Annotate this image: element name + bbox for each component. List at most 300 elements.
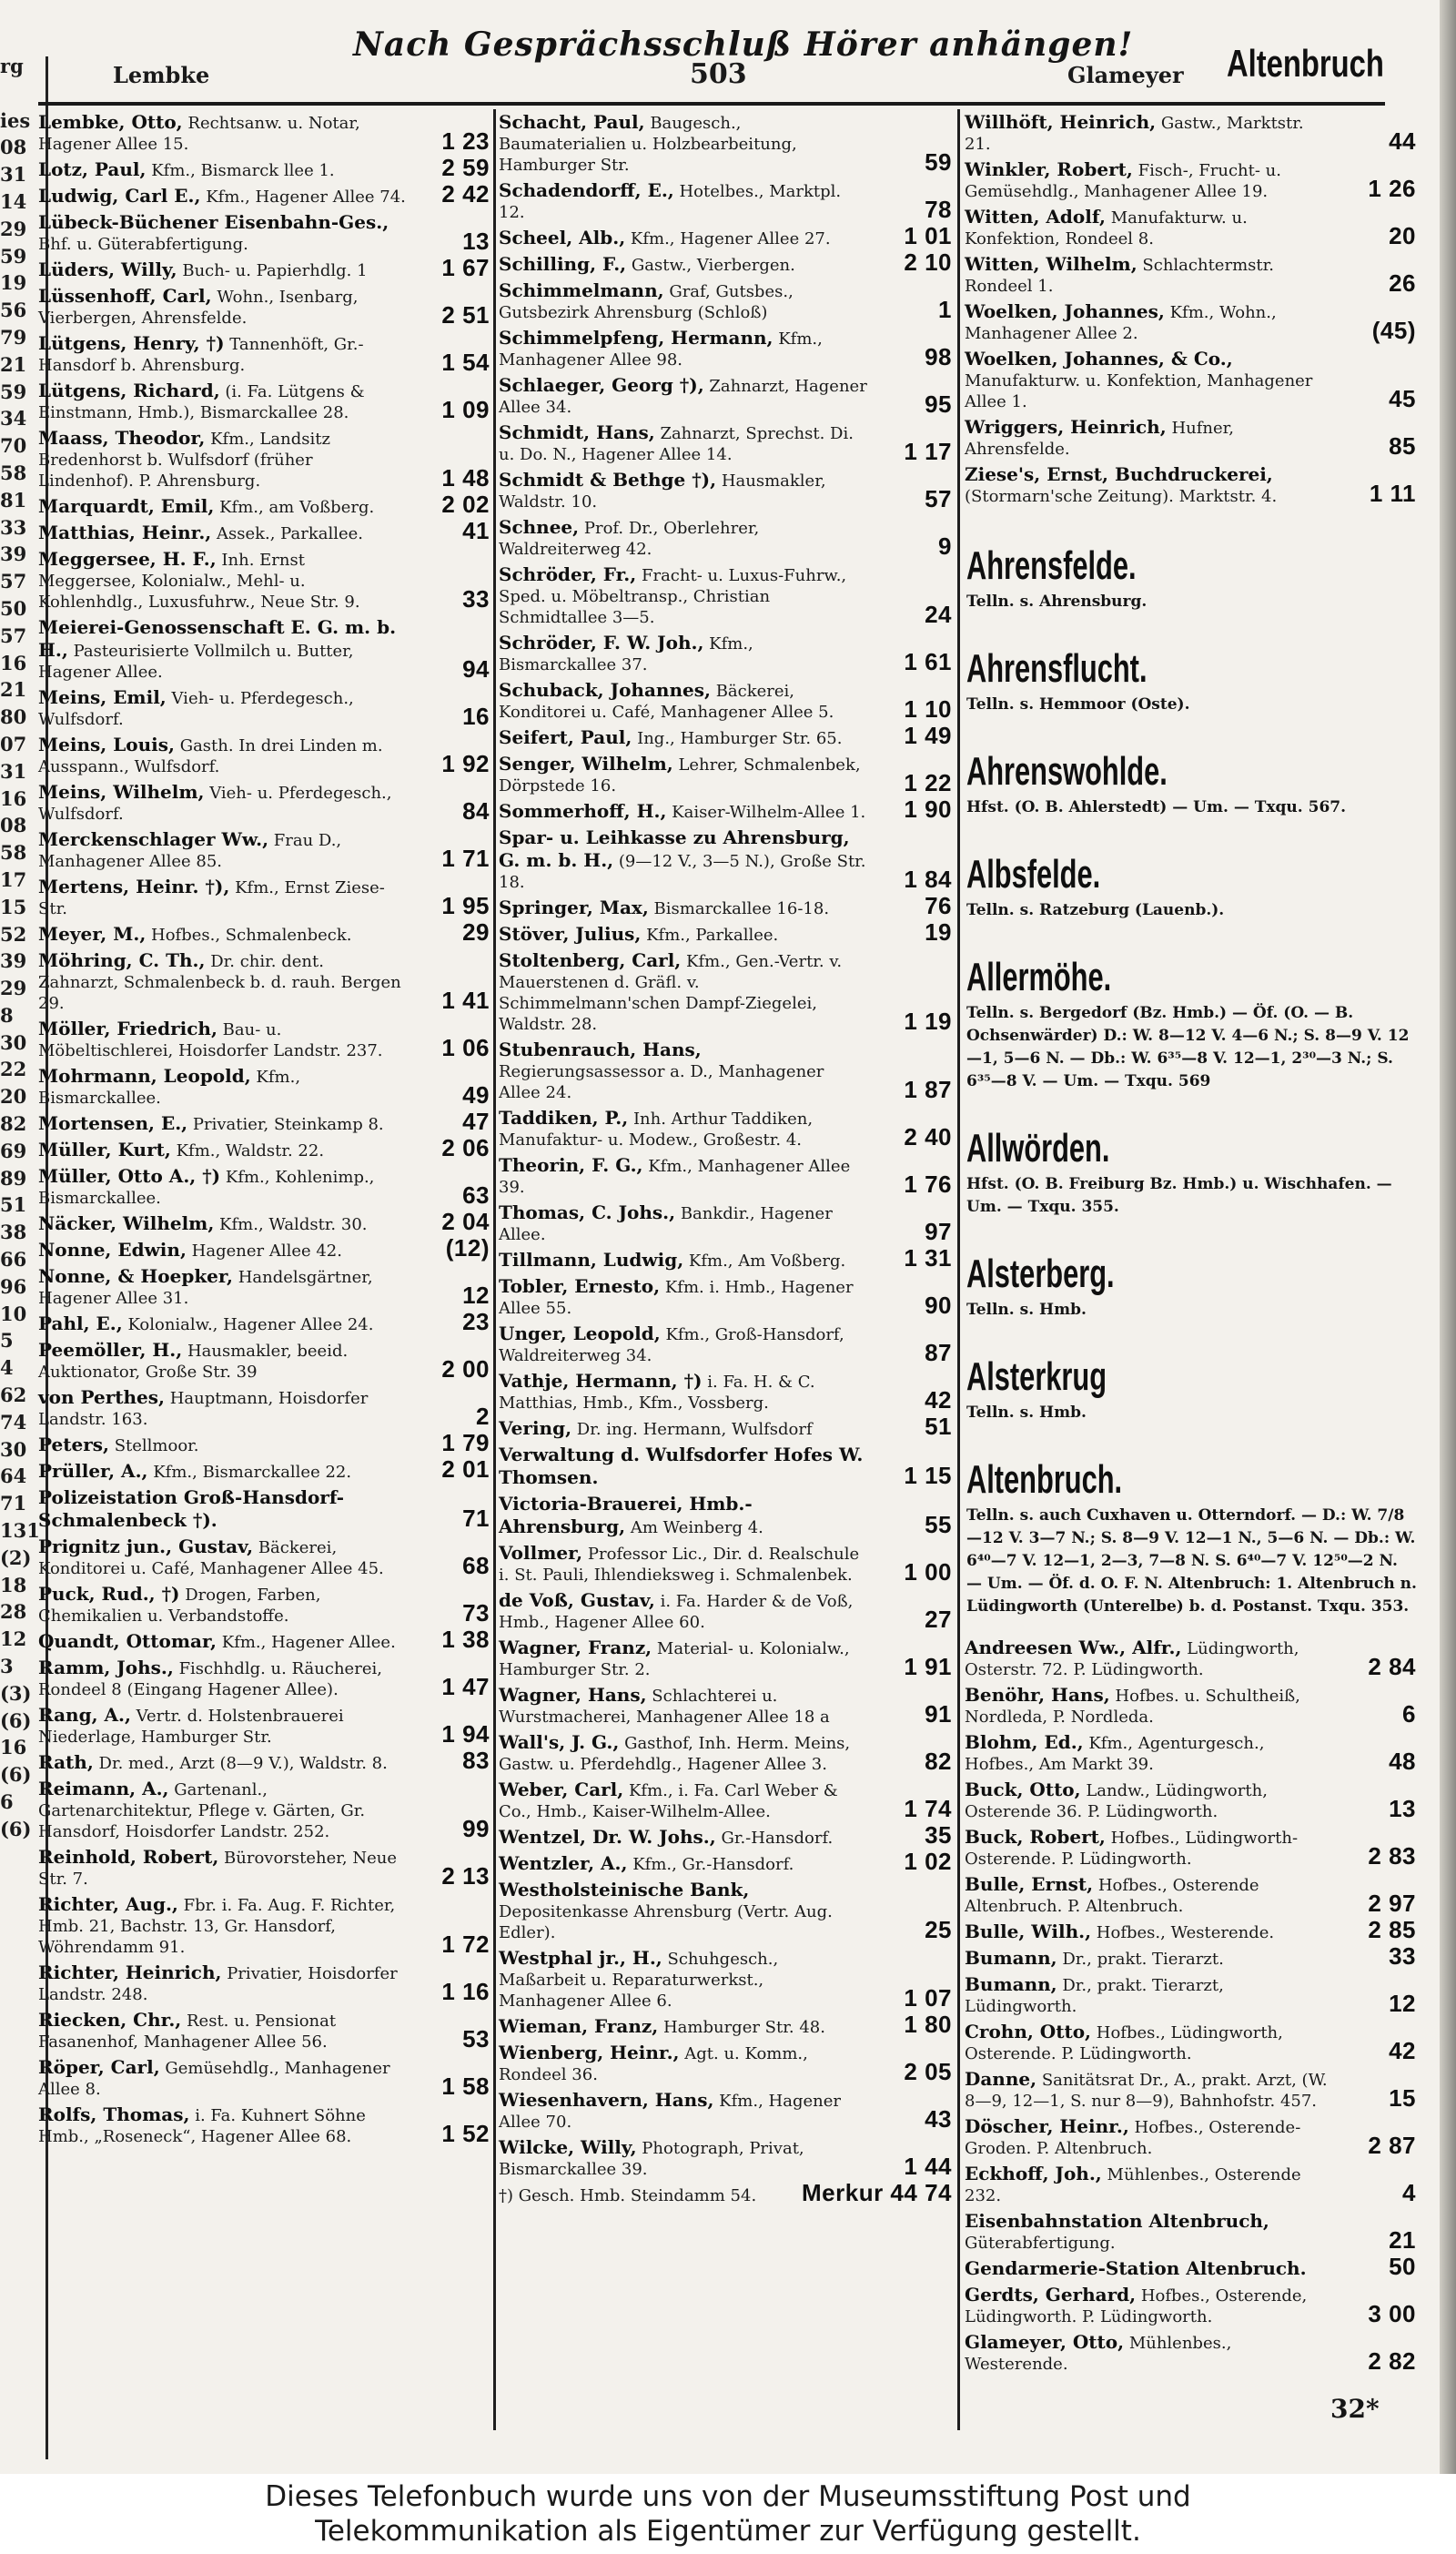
directory-entry	[497, 753, 954, 800]
directory-entry	[497, 1323, 954, 1370]
entry-name: Stoltenberg, Carl,	[499, 949, 682, 971]
entry-details: Fracht- u. Luxus-Fuhrw., Sped. u. Möbeltransp., Christian Schmidtallee 3—5.	[499, 566, 847, 627]
entry-name: Schimmelpfeng, Hermann,	[499, 327, 774, 349]
entry-details: Gastw., Vierbergen.	[631, 256, 795, 275]
directory-entry	[963, 2115, 1418, 2163]
directory-entry	[963, 111, 1418, 158]
entry-phone-number: 1 17	[904, 438, 952, 465]
entry-phone-number: 1 07	[904, 1984, 952, 2012]
directory-entry	[963, 2331, 1418, 2378]
fragment-text: 29	[0, 977, 27, 1000]
directory-entry	[36, 1165, 491, 1212]
entry-name: Verwaltung d. Wulfsdorfer Hofes W. Thomsen.	[499, 1444, 864, 1488]
fragment-text: ies	[0, 108, 31, 132]
directory-entry	[963, 1942, 1418, 1973]
place-info: Telln. s. Ahrensburg.	[966, 593, 1148, 611]
entry-details: Kfm., Waldstr. 30.	[219, 1215, 368, 1234]
entry-phone-number: 2 59	[441, 154, 490, 181]
fragment-text: 18	[0, 1573, 27, 1596]
entry-phone-number: 1 58	[441, 2073, 490, 2100]
directory-entry	[497, 327, 954, 374]
entry-details: Schlachterei u. Wurstmacherei, Manhagener Allee 18 a	[499, 1687, 830, 1727]
place-name: Ahrenswohlde.	[966, 749, 1168, 794]
entry-details: Kfm., Manhagener Allee 98.	[499, 329, 823, 370]
fragment-text: 30	[0, 1030, 27, 1054]
entry-phone-number: 2 40	[904, 1123, 952, 1150]
entry-phone-number: 2 51	[441, 301, 490, 329]
entry-phone-number: 13	[462, 228, 490, 255]
entry-phone-number: 1 00	[904, 1558, 952, 1586]
entry-phone-number: 43	[925, 2105, 952, 2133]
entry-phone-number: 1 54	[441, 349, 490, 376]
place-heading	[963, 1252, 1418, 1322]
entry-phone-number: 1 01	[904, 222, 952, 249]
directory-entry	[497, 279, 954, 327]
entry-name: Rolfs, Thomas,	[38, 2103, 190, 2125]
entry-phone-number: 3 00	[1368, 2300, 1416, 2327]
directory-entry	[36, 2009, 491, 2056]
place-info: Telln. s. auch Cuxhaven u. Otterndorf. — D.: W. 7/8—12 V. 3—7 N.; S. 8—9 V. 12—1 N., 5—6 N. — Db.: W. 6⁴⁰—7 V. 12—1, 2—3, 7—8 N. S. 6⁴⁰—7 V. 12⁵⁰—2 N. — Um. — Öf. d. O. F. N. Altenbruch: 1. Altenbruch n. Lüdingworth (Unterelbe) b. d. Postanst. Txqu. 353.	[966, 1506, 1417, 1616]
entry-phone-number: 2 85	[1368, 1916, 1416, 1943]
entry-details: Depositenkasse Ahrensburg (Vertr. Aug. Edler).	[499, 1902, 833, 1942]
directory-entry	[497, 1275, 954, 1323]
entry-details: Kfm., Wohn., Manhagener Allee 2.	[965, 303, 1277, 343]
entry-phone-number: 78	[925, 196, 952, 223]
directory-entry	[497, 2089, 954, 2136]
entry-name: Winkler, Robert,	[965, 158, 1133, 180]
directory-entry	[963, 2021, 1418, 2068]
entry-phone-number: 87	[925, 1339, 952, 1366]
entry-name: Schadendorff, E.,	[499, 179, 674, 201]
place-info: Hfst. (O. B. Ahlerstedt) — Um. — Txqu. 567.	[966, 798, 1347, 816]
entry-name: Danne,	[965, 2068, 1037, 2090]
entry-phone-number: 13	[1389, 1795, 1416, 1822]
entry-details: Rest. u. Pensionat Fasanenhof, Manhagener Allee 56.	[38, 2012, 337, 2052]
entry-name: Schimmelmann,	[499, 279, 664, 301]
place-name: Alsterberg.	[966, 1252, 1115, 1296]
entry-phone-number: 84	[462, 797, 490, 825]
entry-details: Bäckerei, Konditorei u. Café, Manhagener Allee 5.	[499, 682, 834, 722]
entry-phone-number: 55	[925, 1511, 952, 1538]
fragment-text: (6)	[0, 1763, 32, 1787]
entry-name: Vathje, Hermann, †)	[499, 1370, 703, 1392]
entry-phone-number: 45	[1389, 385, 1416, 412]
entry-phone-number: 50	[1389, 2253, 1416, 2280]
entry-name: Woelken, Johannes, & Co.,	[965, 348, 1233, 370]
entry-phone-number: 48	[1389, 1748, 1416, 1775]
directory-entry	[497, 2042, 954, 2089]
entry-name: Döscher, Heinr.,	[965, 2115, 1129, 2137]
fragment-text: 71	[0, 1492, 27, 1515]
entry-name: Schacht, Paul,	[499, 111, 645, 133]
entry-details: Lüdingworth, Osterstr. 72. P. Lüdingworth.	[965, 1639, 1299, 1679]
entry-name: Meierei-Genossenschaft E. G. m. b. H.,	[38, 616, 397, 661]
directory-entry	[497, 1370, 954, 1417]
entry-name: Schnee,	[499, 516, 580, 538]
fragment-text: 16	[0, 651, 27, 674]
place-name: Ahrensfelde.	[966, 543, 1137, 588]
entry-details: i. Fa. Harder & de Voß, Hmb., Hagener Allee 60.	[499, 1592, 854, 1632]
fragment-text: 31	[0, 163, 27, 187]
entry-phone-number: 82	[925, 1748, 952, 1775]
fragment-text: 96	[0, 1274, 27, 1298]
entry-phone-number: 83	[462, 1747, 490, 1774]
directory-entry	[963, 1873, 1418, 1921]
fragment-text: rg	[0, 55, 24, 77]
directory-entry	[497, 949, 954, 1039]
entry-details: Inh. Arthur Taddiken, Manufaktur- u. Modew., Großestr. 4.	[499, 1110, 814, 1150]
fragment-text: 52	[0, 922, 27, 946]
directory-entry	[36, 427, 491, 495]
directory-entry	[36, 1065, 491, 1112]
entry-phone-number: 42	[925, 1386, 952, 1414]
entry-name: Rath,	[38, 1751, 94, 1773]
entry-details: Manufakturw. u. Konfektion, Rondeel 8.	[965, 208, 1248, 248]
directory-entry	[497, 1542, 954, 1589]
entry-phone-number: 71	[462, 1505, 490, 1532]
entry-phone-number: 9	[938, 532, 952, 560]
entry-details: Kfm., Hagener Allee 70.	[499, 2092, 841, 2132]
entry-name: Taddiken, P.,	[499, 1107, 629, 1129]
entry-phone-number: 98	[925, 343, 952, 370]
entry-name: Quandt, Ottomar,	[38, 1630, 217, 1652]
entry-phone-number: 1 61	[904, 648, 952, 675]
fragment-text: (6)	[0, 1708, 32, 1732]
entry-details: Gartenanl., Gartenarchitektur, Pflege v. Gärten, Gr. Hansdorf, Hoisdorfer Landstr. 252.	[38, 1780, 366, 1841]
entry-name: Witten, Adolf,	[965, 206, 1106, 228]
entry-name: Nonne, Edwin,	[38, 1239, 187, 1261]
directory-entry	[36, 1455, 491, 1486]
entry-details: i. Fa. H. & C. Matthias, Hmb., Kfm., Vossberg.	[499, 1373, 815, 1413]
fragment-text: 3	[0, 1655, 14, 1678]
entry-details: Landw., Lüdingworth, Osterende 36. P. Lüdingworth.	[965, 1781, 1268, 1821]
entry-details: Hofbes., Osterende Altenbruch. P. Altenbruch.	[965, 1876, 1259, 1916]
directory-entry	[36, 1893, 491, 1961]
entry-phone-number: 1 72	[441, 1931, 490, 1958]
entry-name: Wall's, J. G.,	[499, 1731, 620, 1753]
footer-note	[0, 2474, 1456, 2554]
header-rule	[38, 102, 1385, 106]
directory-entry	[36, 1429, 491, 1460]
fragment-text: 59	[0, 244, 27, 268]
entry-details: Kfm., am Voßberg.	[219, 498, 375, 517]
entry-phone-number: 91	[925, 1700, 952, 1728]
entry-name: Eckhoff, Joh.,	[965, 2163, 1102, 2184]
fragment-text: (2)	[0, 1546, 32, 1569]
page-edge-shadow	[1440, 0, 1456, 2474]
place-name: Albsfelde.	[966, 852, 1101, 897]
fragment-text: 39	[0, 542, 27, 566]
entry-details: Dr. chir. dent. Zahnarzt, Schmalenbeck b. d. rauh. Bergen 29.	[38, 952, 401, 1013]
entry-name: Marquardt, Emil,	[38, 495, 215, 517]
entry-details: Frau D., Manhagener Allee 85.	[38, 831, 342, 871]
directory-entry	[36, 1018, 491, 1065]
directory-entry	[36, 285, 491, 332]
entry-phone-number: 63	[462, 1181, 490, 1209]
fragment-text: 30	[0, 1437, 27, 1461]
entry-phone-number: 1 87	[904, 1076, 952, 1103]
entry-details: Graf, Gutsbes., Gutsbezirk Ahrensburg (Schloß)	[499, 282, 794, 322]
entry-phone-number: 68	[462, 1552, 490, 1579]
entry-phone-number: 1 76	[904, 1171, 952, 1198]
entry-phone-number: 6	[1402, 1700, 1416, 1728]
fragment-text: 10	[0, 1302, 27, 1325]
entry-phone-number: 51	[925, 1413, 952, 1440]
entry-name: Benöhr, Hans,	[965, 1684, 1110, 1706]
entry-details: Manufakturw. u. Konfektion, Manhagener Allee 1.	[965, 371, 1313, 411]
fragment-text: 62	[0, 1383, 27, 1407]
directory-entry	[36, 548, 491, 616]
entry-phone-number: 23	[462, 1308, 490, 1335]
directory-entry	[36, 332, 491, 380]
directory-entry	[36, 111, 491, 158]
entry-name: Wilcke, Willy,	[499, 2136, 637, 2158]
place-heading	[963, 646, 1418, 716]
entry-name: Unger, Leopold,	[499, 1323, 661, 1344]
entry-name: Meyer, M.,	[38, 923, 147, 945]
entry-details: Bankdir., Hagener Allee.	[499, 1204, 833, 1244]
entry-phone-number: 1 79	[441, 1429, 490, 1456]
directory-entry	[36, 491, 491, 522]
directory-entry	[36, 2056, 491, 2103]
entry-name: Lüders, Willy,	[38, 258, 177, 280]
entry-name: Tobler, Ernesto,	[499, 1275, 661, 1297]
directory-entry	[36, 1265, 491, 1312]
fragment-text: 57	[0, 623, 27, 647]
entry-details: †) Gesch. Hmb. Steindamm 54.	[499, 2186, 757, 2205]
entry-details: (9—12 V., 3—5 N.), Große Str. 18.	[499, 852, 866, 892]
fragment-text: 21	[0, 352, 27, 376]
entry-details: Hofbes., Lüdingworth, Osterende. P. Lüdingworth.	[965, 2023, 1283, 2063]
entry-name: Nonne, & Hoepker,	[38, 1265, 233, 1287]
directory-entry	[36, 1961, 491, 2009]
fragment-text: 58	[0, 841, 27, 865]
entry-phone-number: 4	[1402, 2179, 1416, 2206]
fragment-text: 82	[0, 1112, 27, 1136]
fragment-text: 07	[0, 732, 27, 755]
entry-phone-number: 1 52	[441, 2120, 490, 2147]
directory-entry	[963, 206, 1418, 253]
entry-details: Vertr. d. Holstenbrauerei Niederlage, Hamburger Str.	[38, 1707, 344, 1747]
entry-phone-number: 47	[462, 1108, 490, 1135]
entry-phone-number: 95	[925, 390, 952, 418]
entry-details: Inh. Ernst Meggersee, Kolonialw., Mehl- u. Kohlenhdlg., Luxusfuhrw., Neue Str. 9.	[38, 551, 360, 612]
entry-details: Professor Lic., Dir. d. Realschule i. St. Pauli, Ihlendieksweg i. Schmalenbek.	[499, 1545, 860, 1585]
place-info: Telln. s. Bergedorf (Bz. Hmb.) — Öf. (O. — B. Ochsenwärder) D.: W. 8—12 V. 4—6 N.; S. 8—9 V. 12—1, 5—6 N. — Db.: W. 6³⁵—8 V. 12—1, 2³⁰—3 N.; S. 6³⁵—8 V. — Um. — Txqu. 569	[966, 1004, 1410, 1090]
entry-details: Kfm., Gr.-Hansdorf.	[632, 1855, 794, 1874]
directory-entry	[36, 1747, 491, 1778]
entry-name: Weber, Carl,	[499, 1779, 624, 1800]
fragment-text: 58	[0, 461, 27, 484]
directory-entry	[497, 421, 954, 469]
directory-entry	[963, 1826, 1418, 1873]
entry-name: Westphal jr., H.,	[499, 1947, 662, 1969]
directory-entry	[963, 2068, 1418, 2115]
entry-details: Gasthof, Inh. Herm. Meins, Gastw. u. Pferdehdlg., Hagener Allee 3.	[499, 1734, 851, 1774]
place-name: Allwörden.	[966, 1126, 1110, 1171]
entry-name: Lübeck-Büchener Eisenbahn-Ges.,	[38, 211, 389, 233]
fragment-text: 66	[0, 1248, 27, 1272]
entry-details: Bhf. u. Güterabfertigung.	[38, 235, 248, 254]
entry-name: Matthias, Heinr.,	[38, 522, 212, 543]
directory-entry	[963, 2253, 1418, 2284]
directory-entry	[36, 1626, 491, 1657]
entry-phone-number: 2 84	[1368, 1653, 1416, 1680]
entry-phone-number: 41	[462, 517, 490, 544]
entry-phone-number: 1 19	[904, 1008, 952, 1035]
entry-phone-number: 1 11	[1369, 480, 1416, 507]
entry-details: Handelsgärtner, Hagener Allee 31.	[38, 1268, 373, 1308]
entry-phone-number: 35	[925, 1821, 952, 1849]
entry-name: Müller, Otto A., †)	[38, 1165, 221, 1187]
fragment-text: 16	[0, 1736, 27, 1759]
entry-name: Willhöft, Heinrich,	[965, 111, 1157, 133]
entry-phone-number: 2 00	[441, 1355, 490, 1383]
entry-details: (Stormarn'sche Zeitung). Marktstr. 4.	[965, 487, 1278, 506]
directory-entry	[497, 1493, 954, 1542]
directory-entry	[36, 1704, 491, 1751]
directory-entry	[497, 1779, 954, 1826]
directory-entry	[497, 2136, 954, 2184]
entry-name: Puck, Rud., †)	[38, 1583, 180, 1605]
entry-details: Stellmoor.	[114, 1436, 199, 1455]
directory-entry	[963, 348, 1418, 416]
fragment-text: 28	[0, 1600, 27, 1624]
directory-entry	[36, 1108, 491, 1139]
fragment-text: 22	[0, 1058, 27, 1081]
entry-details: Schlachtermstr. Rondeel 1.	[965, 256, 1274, 296]
place-info: Telln. s. Hmb.	[966, 1404, 1087, 1422]
entry-phone-number: 1 94	[441, 1720, 490, 1748]
header-page-number: 503	[690, 58, 747, 90]
entry-phone-number: 1 67	[441, 254, 490, 281]
entry-phone-number: 12	[1389, 1990, 1416, 2017]
entry-name: Möller, Friedrich,	[38, 1018, 217, 1039]
entry-name: Peemöller, H.,	[38, 1339, 183, 1361]
entry-name: Meins, Emil,	[38, 686, 167, 708]
directory-entry	[497, 892, 954, 923]
entry-details: Kfm., Manhagener Allee 39.	[499, 1157, 851, 1197]
entry-phone-number: 1 09	[441, 396, 490, 423]
fragment-text: 80	[0, 705, 27, 729]
directory-entry	[963, 1731, 1418, 1779]
entry-details: Privatier, Steinkamp 8.	[192, 1115, 384, 1134]
entry-details: Assek., Parkallee.	[216, 524, 363, 543]
entry-name: Möhring, C. Th.,	[38, 949, 206, 971]
entry-phone-number: Merkur 44 74	[802, 2179, 952, 2206]
directory-entry	[497, 1731, 954, 1779]
fragment-text: 33	[0, 515, 27, 539]
directory-entry	[36, 918, 491, 949]
entry-phone-number: 2 02	[441, 491, 490, 518]
entry-name: Schmidt, Hans,	[499, 421, 655, 443]
fragment-text: 08	[0, 136, 27, 159]
entry-details: Gasth. In drei Linden m. Ausspann., Wulfsdorf.	[38, 736, 383, 776]
entry-details: Agt. u. Komm., Rondeel 36.	[499, 2044, 808, 2084]
entry-details: Hagener Allee 42.	[191, 1242, 342, 1261]
entry-details: Zahnarzt, Sprechst. Di. u. Do. N., Hagener Allee 14.	[499, 424, 854, 464]
entry-details: Kfm., Agenturgesch., Hofbes., Am Markt 39.	[965, 1734, 1265, 1774]
directory-entry	[963, 463, 1418, 511]
entry-name: de Voß, Gustav,	[499, 1589, 655, 1611]
directory-entry	[36, 1234, 491, 1265]
place-info: Telln. s. Hemmoor (Oste).	[966, 695, 1190, 714]
directory-entry	[36, 380, 491, 427]
directory-entry	[36, 876, 491, 923]
entry-phone-number: 2 06	[441, 1134, 490, 1161]
directory-entry	[497, 1444, 954, 1493]
directory-entry	[497, 563, 954, 632]
entry-name: Wriggers, Heinrich,	[965, 416, 1167, 438]
entry-details: Kfm., i. Fa. Carl Weber & Co., Hmb., Kaiser-Wilhelm-Allee.	[499, 1781, 838, 1821]
entry-name: Meins, Wilhelm,	[38, 781, 205, 803]
entry-phone-number: 1 90	[904, 796, 952, 823]
fragment-text: 4	[0, 1356, 14, 1380]
entry-details: Hofbes. u. Schultheiß, Nordleda, P. Nordleda.	[965, 1687, 1300, 1727]
directory-entry	[36, 1486, 491, 1535]
entry-phone-number: 2 42	[441, 180, 490, 208]
header-place-name: Altenbruch	[1227, 42, 1384, 85]
header-first-name: Lembke	[113, 62, 210, 88]
entry-phone-number: 24	[925, 601, 952, 628]
fragment-text: 39	[0, 949, 27, 973]
place-name: Alsterkrug	[966, 1354, 1107, 1399]
entry-name: Wentzler, A.,	[499, 1852, 628, 1874]
directory-entry	[497, 796, 954, 826]
entry-name: Meins, Louis,	[38, 734, 175, 755]
entry-name: Wagner, Franz,	[499, 1637, 652, 1658]
entry-name: Bumann,	[965, 1947, 1057, 1969]
entry-details: Privatier, Hoisdorfer Landstr. 248.	[38, 1964, 398, 2004]
entry-name: Bulle, Wilh.,	[965, 1921, 1092, 1942]
entry-name: Vering,	[499, 1417, 572, 1439]
entry-details: Hofbes., Osterende-Groden. P. Altenbruch.	[965, 2118, 1301, 2158]
directory-entry	[36, 211, 491, 258]
fragment-text: 74	[0, 1410, 27, 1434]
place-info: Telln. s. Ratzeburg (Lauenb.).	[966, 901, 1225, 919]
entry-details: Kfm., Bismarck llee 1.	[151, 161, 335, 180]
entry-phone-number: 1	[938, 296, 952, 323]
entry-name: Schröder, F. W. Joh.,	[499, 632, 704, 654]
entry-name: Pahl, E.,	[38, 1312, 123, 1334]
directory-entry	[963, 1916, 1418, 1947]
entry-name: Andreesen Ww., Alfr.,	[965, 1637, 1182, 1658]
entry-name: Ziese's, Ernst, Buchdruckerei,	[965, 463, 1273, 485]
directory-entry	[36, 180, 491, 211]
directory-entry	[36, 1778, 491, 1846]
entry-details: Gemüsehdlg., Manhagener Allee 8.	[38, 2059, 390, 2099]
directory-entry	[36, 1308, 491, 1339]
fragment-text: (3)	[0, 1681, 32, 1705]
entry-phone-number: 33	[462, 585, 490, 613]
entry-phone-number: 2 13	[441, 1862, 490, 1890]
entry-details: Vieh- u. Pferdegesch., Wulfsdorf.	[38, 689, 354, 729]
entry-details: Kfm., Hagener Allee.	[221, 1633, 396, 1652]
directory-entry	[497, 1039, 954, 1107]
entry-name: Röper, Carl,	[38, 2056, 160, 2078]
entry-name: Lütgens, Henry, †)	[38, 332, 225, 354]
directory-entry	[497, 1879, 954, 1947]
entry-details: Hausmakler, beeid. Auktionator, Große Str. 39	[38, 1342, 349, 1382]
entry-name: Lembke, Otto,	[38, 111, 183, 133]
entry-phone-number: (12)	[445, 1234, 490, 1262]
entry-phone-number: 2 05	[904, 2058, 952, 2085]
entry-phone-number: (45)	[1371, 317, 1416, 344]
directory-entry	[497, 679, 954, 726]
entry-phone-number: 2 82	[1368, 2347, 1416, 2375]
directory-entry	[497, 1821, 954, 1852]
entry-name: Westholsteinische Bank,	[499, 1879, 750, 1900]
